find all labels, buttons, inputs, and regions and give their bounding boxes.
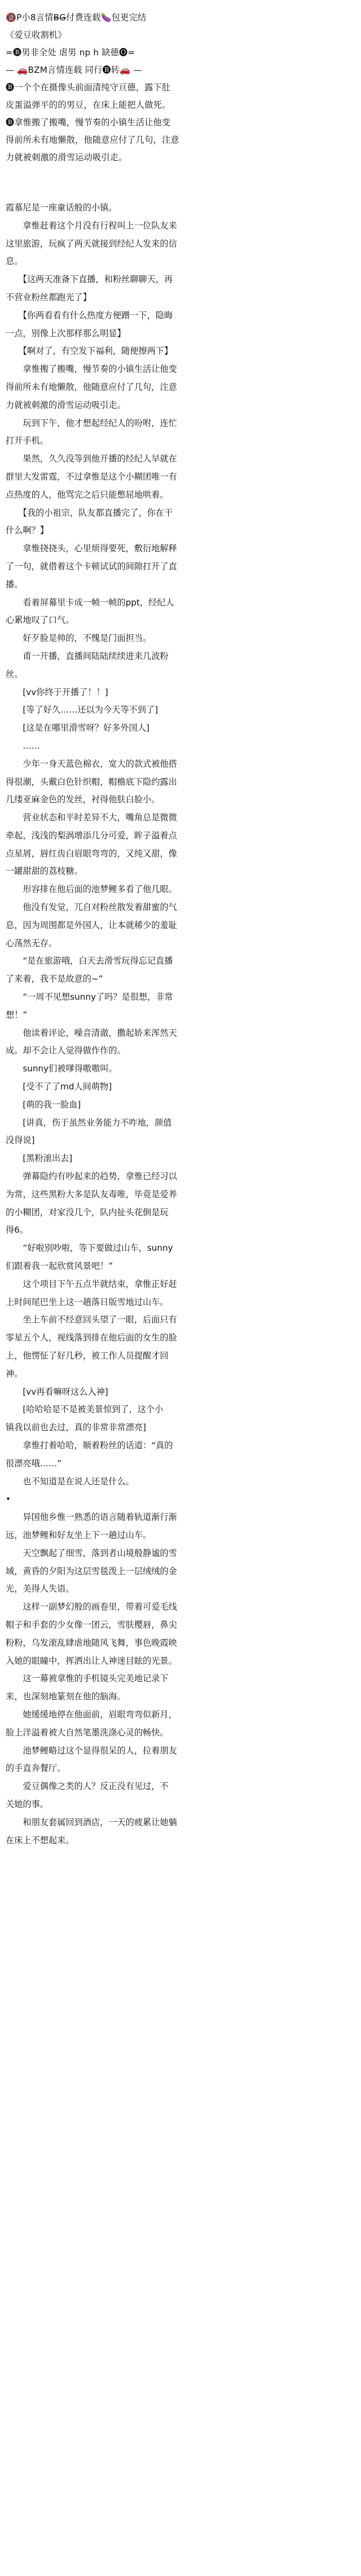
story-line: 坐上车前不经意回头望了一眼，后面只有 <box>6 1315 177 1325</box>
story-line: 神。 <box>6 1368 23 1379</box>
story-line: 池梦鲤略过这个显得很呆的人，拉着朋友 <box>6 1745 177 1756</box>
story-line: 几缕亚麻金色的发丝，衬得他肤白脸小。 <box>6 794 160 805</box>
story-line: “好啦别吵啦，等下要做过山车，sunny <box>6 1243 173 1254</box>
story-line: 【你两看看有什么热度方便蹭一下，隐晦 <box>6 310 173 320</box>
header-line: =🅑男非全处 虐男 np h 缺德🅞= <box>6 47 135 58</box>
story-line: 得6。 <box>6 1225 29 1236</box>
story-line: 拿惟挠挠头，心里烦得要死，敷衍地解释 <box>6 543 177 554</box>
story-line: 不营业粉丝都跑光了】 <box>6 292 91 302</box>
story-line: [vv你终于开播了！！] <box>6 687 108 697</box>
story-line: 力就被刺激的滑雪运动吸引走。 <box>6 399 126 410</box>
story-line: 牵起，浅浅的梨涡增添几分可爱，眸子溢着点 <box>6 830 177 841</box>
header-line: 🔞P小8言情B̶G̶付费连载🍆包更完结 <box>6 12 147 23</box>
story-line: 营业状态和平时差异不大，嘴角总是微微 <box>6 812 177 823</box>
story-line: 一罐甜甜的荔枝糖。 <box>6 866 83 877</box>
story-line: 了来着，我不是故意的~” <box>6 974 103 984</box>
header-line: 皮蛋溢弹平的的男豆，在床上能把人做死。 <box>6 100 171 110</box>
story-line: 上，他愣怔了好几秒，被工作人员提醒才回 <box>6 1351 169 1361</box>
story-line: 好歹脸是帅的，不愧是门面担当。 <box>6 633 152 644</box>
story-line: 的手直奔餐厅。 <box>6 1763 66 1774</box>
story-line: 【我的小祖宗，队友都直播完了，你在干 <box>6 507 173 518</box>
story-line: sunny们被嗲得嗷嗷叫。 <box>6 1063 117 1074</box>
story-line: 这里旅游，玩疯了两天就接到经纪人发来的信 <box>6 238 177 249</box>
story-line: 什么啊？】 <box>6 525 49 536</box>
story-line: 为常，这些黑粉大多是队友毒唯，毕竟是爱养 <box>6 1189 177 1199</box>
story-line: 很漂亮哦……” <box>6 1458 61 1469</box>
story-line: 镇我以前也去过，真的非常非常漂亮] <box>6 1422 146 1433</box>
story-line: 没得说] <box>6 1135 35 1146</box>
story-line: 零星五个人，视线落到排在他后面的女生的脸 <box>6 1333 177 1343</box>
story-line: 播。 <box>6 579 23 590</box>
story-line: 拿惟赶着这个月没有行程叫上一位队友来 <box>6 220 177 231</box>
story-line: 入她的眼瞳中，挥洒出让人神迷目眩的光景。 <box>6 1655 177 1666</box>
header-line: 🅑拿惟搬了搬嘴，慢节奏的小镇生活让他变 <box>6 117 171 128</box>
story-line: [黑粉滚出去] <box>6 1153 73 1164</box>
story-line: [受不了了md人间萌物] <box>6 1082 112 1092</box>
story-line: 点星屑，唇红齿白眉眼弯弯的，又纯又甜，像 <box>6 848 177 859</box>
story-line: 看着屏幕里卡成一帧一帧的ppt，经纪人 <box>6 597 174 608</box>
story-line: 这样一副梦幻般的画卷里，带着可爱毛线 <box>6 1602 177 1612</box>
story-line: 一点，别像上次那样那么明显】 <box>6 328 126 339</box>
story-line: 息。 <box>6 256 23 267</box>
story-line: [vv再看嘛呀这么入神] <box>6 1386 108 1397</box>
section-gap <box>6 166 351 199</box>
story-line: 霞慕尼是一座童话般的小镇。 <box>6 203 117 213</box>
story-line: 丝。 <box>6 669 23 679</box>
story-line: 异国他乡惟一熟悉的语言随着轨道渐行渐 <box>6 1512 177 1523</box>
story-line: 弹幕隐约有吵起来的趋势，拿惟已经习以 <box>6 1171 177 1182</box>
story-line: 天空飘起了细雪，落到者山境般静谧的雪 <box>6 1548 177 1558</box>
story-line: [等了好久……还以为今天等不到了] <box>6 705 159 715</box>
story-line: 【啊对了，有空发下福利，随便擦两下】 <box>6 346 173 357</box>
story-line: 拿惟搬了搬嘴，慢节奏的小镇生活让他变 <box>6 364 177 375</box>
story-line: …… <box>6 740 40 751</box>
story-line: 这个项目下午五点半就结束，拿惟正好赶 <box>6 1278 177 1289</box>
story-line: 也不知道是在说人还是什么。 <box>6 1476 134 1487</box>
story-line: “一周不见想sunny了吗？是很想，非常 <box>6 992 173 1003</box>
story-line: 们跟着我一起欣赏风景吧！” <box>6 1261 113 1272</box>
story-line: [萌的我一脸血] <box>6 1099 81 1110</box>
header-line: 得前所未有地懒散，他随意应付了几句，注意 <box>6 135 179 145</box>
story-line: 他没有发觉，兀自对粉丝散发着甜蜜的气 <box>6 902 177 913</box>
story-line: 上时间尾巴坐上这一趟落日版雪地过山车。 <box>6 1296 169 1307</box>
story-line: 帽子和手套的少女像一团云，雪肤樱唇，鼻尖 <box>6 1619 177 1630</box>
story-line: 息，因为周围都是外国人，让本就稀少的羞耻 <box>6 920 177 930</box>
story-line: 形容排在他后面的池梦鲤多看了他几眼。 <box>6 884 177 895</box>
story-body <box>6 199 351 1849</box>
story-line: 玩到下午，他才想起经纪人的吩咐，连忙 <box>6 417 177 428</box>
story-line: 的小糊团，对家没几个，队内扯头花倒是玩 <box>6 1207 169 1217</box>
story-line: 关她的事。 <box>6 1799 49 1809</box>
novel-header <box>6 9 351 166</box>
story-line: 甫一开播，直播间陆陆续续进来几波粉 <box>6 650 169 661</box>
story-line: 她缓缓地停在他面前，眉眼弯弯似新月， <box>6 1709 177 1720</box>
story-line: [这是在哪里滑雪呀？好多外国人] <box>6 723 149 733</box>
story-line: 点热度的人，他骂完之后只能憋屈地哄着。 <box>6 489 169 500</box>
header-line: 🅑一个个在摄像头前面清纯守亘德，露下肚 <box>6 82 171 93</box>
story-line: “是在旅游哦，白天去滑雪玩得忘记直播 <box>6 956 173 966</box>
story-line: 远，池梦鲤和好友坐上下一趟过山车。 <box>6 1529 152 1540</box>
story-line: 得前所未有地懒散，他随意应付了几句，注意 <box>6 381 177 392</box>
story-line: 这一幕被拿惟的手机镜头完美地记录下 <box>6 1673 169 1684</box>
story-line: 拿惟打着哈哈，顺着粉丝的话道：“真的 <box>6 1440 173 1450</box>
story-line: [讲真，伤于虽然业务能力不咋地，颜值 <box>6 1117 172 1128</box>
story-line: 打开手机。 <box>6 436 49 446</box>
story-line: 光，美得人失语。 <box>6 1584 74 1594</box>
story-line: [哈哈哈是不是被美景惊到了，这个小 <box>6 1404 164 1415</box>
story-line: 【这两天准备下直播，和粉丝聊聊天，再 <box>6 274 173 285</box>
story-line: 域，黄昏的夕阳为这层雪毯泼上一层绒绒的金 <box>6 1566 177 1576</box>
header-line: — 🚗BZM言情连载 同行🅑转🚗 — <box>6 65 142 75</box>
story-line: 脸上洋溢着被大自然笔墨洗涤心灵的畅快。 <box>6 1727 169 1738</box>
section-dot-divider: • <box>6 1494 11 1505</box>
story-line: 了一句，就借着这个卡顿试试的间隙打开了直 <box>6 561 177 572</box>
story-line: 他读着评论，噪音清澈，撒起娇来浑然天 <box>6 1027 177 1038</box>
story-line: 果然，久久没等到他开播的经纪人早就在 <box>6 454 177 464</box>
story-line: 粉粉，乌发滚乱肆虐地随风飞舞，事色晚霞映 <box>6 1637 177 1648</box>
story-line: 得很潮，头戴白色针织帽，帽檐底下隐约露出 <box>6 776 177 787</box>
story-line: 来，也深刻地篆刻在他的脑海。 <box>6 1691 126 1702</box>
story-line: 爱豆偶像之类的人？反正没有见过，不 <box>6 1781 169 1792</box>
story-line: 成。却不会让人觉得做作作的。 <box>6 1045 126 1056</box>
story-line: 和朋友套属回到酒店，一天的疲累让她躺 <box>6 1817 177 1827</box>
story-line: 心荡然无存。 <box>6 938 58 948</box>
book-title: 《爱豆收割机》 <box>6 30 67 40</box>
story-line: 少年一身天蓝色棉衣，宽大的款式被他搭 <box>6 758 177 769</box>
story-line: 想！” <box>6 1009 28 1020</box>
story-line: 群里大发雷霆，不过拿惟是这个小糊团唯一有 <box>6 471 177 482</box>
header-line: 力就被刺激的滑雪运动吸引走。 <box>6 152 127 162</box>
story-line: 心累地叹了口气。 <box>6 615 74 626</box>
story-line: 在床上不想起来。 <box>6 1835 74 1845</box>
